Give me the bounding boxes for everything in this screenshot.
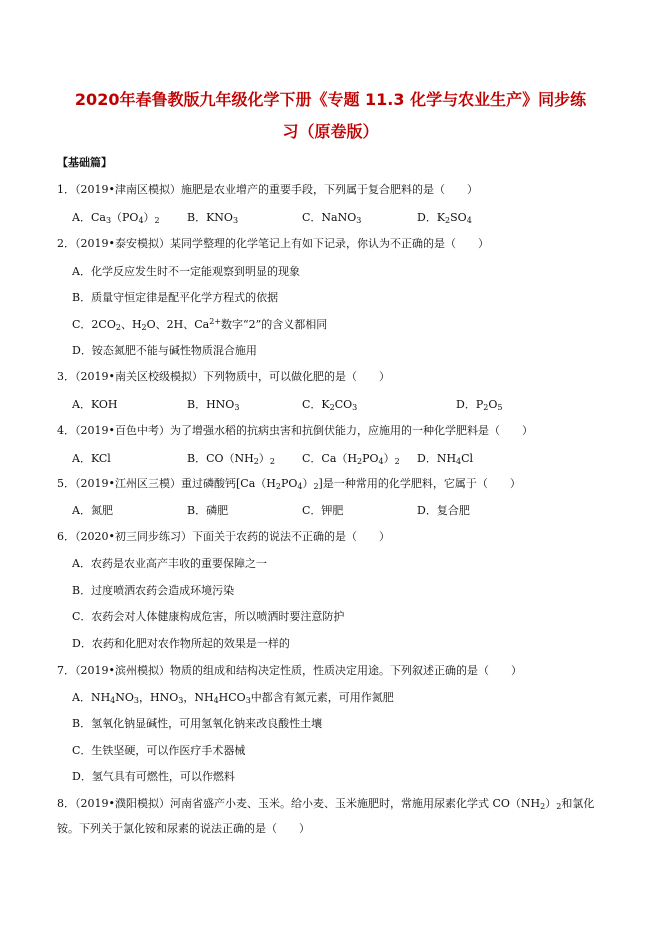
option-b: B．$KNO_3$ — [187, 211, 239, 225]
question-7-option-c: C．生铁坚硬，可以作医疗手术器械 — [72, 744, 246, 757]
question-6-option-a: A．农药是农业高产丰收的重要保障之一 — [72, 557, 267, 570]
document-title-line-2: 习（原卷版） — [282, 122, 379, 141]
option-a: A．KOH — [72, 398, 118, 411]
option-d: D．$K_2SO_4$ — [417, 211, 472, 225]
question-7-option-d: D．氢气具有可燃性，可以作燃料 — [72, 770, 235, 783]
option-b: B．$HNO_3$ — [187, 398, 240, 412]
option-a: A．$Ca_3(PO_4)_2$ — [72, 211, 160, 225]
question-8-stem-line-2: 铵。下列关于氯化铵和尿素的说法正确的是（ ） — [57, 822, 310, 835]
option-b: B．$CO(NH_2)_2$ — [187, 452, 275, 466]
question-6-option-b: B．过度喷洒农药会造成环境污染 — [72, 584, 235, 597]
option-c: C．$K_2CO_3$ — [302, 398, 358, 412]
question-8-stem: 8．（2019•濮阳模拟）河南省盛产小麦、玉米。给小麦、玉米施肥时，常施用尿素化学式 $CO(NH_2)_2$和氯化 — [57, 797, 595, 811]
option-d: D．$P_2O_5$ — [456, 398, 503, 412]
question-4-stem: 4．（2019•百色中考）为了增强水稻的抗病虫害和抗倒伏能力，应施用的一种化学肥料是（ ） — [57, 424, 533, 437]
question-6-stem: 6．（2020•初三同步练习）下面关于农药的说法不正确的是（ ） — [57, 530, 390, 543]
option-c: C．NaNO$_3$ — [302, 211, 362, 225]
option-d: D．$NH_4Cl$ — [417, 452, 474, 466]
question-6-option-d: D．农药和化肥对农作物所起的效果是一样的 — [72, 637, 290, 650]
question-2-option-c: C．$2CO_2$、$H_2O$、2H、$Ca^{2+}$数字“2”的含义都相同 — [72, 317, 328, 332]
question-7-option-a: A．$NH_4NO_3$，$HNO_3$，$NH_4HCO_3$中都含有氮元素，可用作氮肥 — [72, 691, 394, 705]
question-5-stem: 5．（2019•江州区三模）重过磷酸钙$[Ca(H_2PO_4)_2]$是一种常用的化学肥料，它属于（ ） — [57, 477, 521, 491]
option-a: A．氮肥 — [72, 504, 113, 517]
option-b: B．磷肥 — [187, 504, 229, 517]
question-3-stem: 3．（2019•南关区校级模拟）下列物质中，可以做化肥的是（ ） — [57, 370, 390, 383]
option-a: A．KCl — [72, 452, 111, 465]
question-2-option-b: B．质量守恒定律是配平化学方程式的依据 — [72, 291, 279, 304]
question-2-option-a: A．化学反应发生时不一定能观察到明显的现象 — [72, 265, 300, 278]
option-d: D．复合肥 — [417, 504, 470, 517]
option-c: C．钾肥 — [302, 504, 344, 517]
question-7-stem: 7．（2019•滨州模拟）物质的组成和结构决定性质，性质决定用途。下列叙述正确的是（ ） — [57, 664, 522, 677]
question-1-stem: 1．（2019•津南区模拟）施肥是农业增产的重要手段，下列属于复合肥料的是（ ） — [57, 183, 478, 196]
option-c: C．$Ca(H_2PO_4)_2$ — [302, 452, 400, 466]
document-title-line-1: 2020年春鲁教版九年级化学下册《专题 11.3 化学与农业生产》同步练 — [74, 90, 587, 109]
section-label: 【基础篇】 — [57, 156, 112, 169]
question-7-option-b: B．氢氧化钠显碱性，可用氢氧化钠来改良酸性土壤 — [72, 717, 323, 730]
question-2-stem: 2．（2019•泰安模拟）某同学整理的化学笔记上有如下记录，你认为不正确的是（ ） — [57, 237, 489, 250]
question-6-option-c: C．农药会对人体健康构成危害，所以喷洒时要注意防护 — [72, 610, 345, 623]
question-2-option-d: D．铵态氮肥不能与碱性物质混合施用 — [72, 344, 257, 357]
